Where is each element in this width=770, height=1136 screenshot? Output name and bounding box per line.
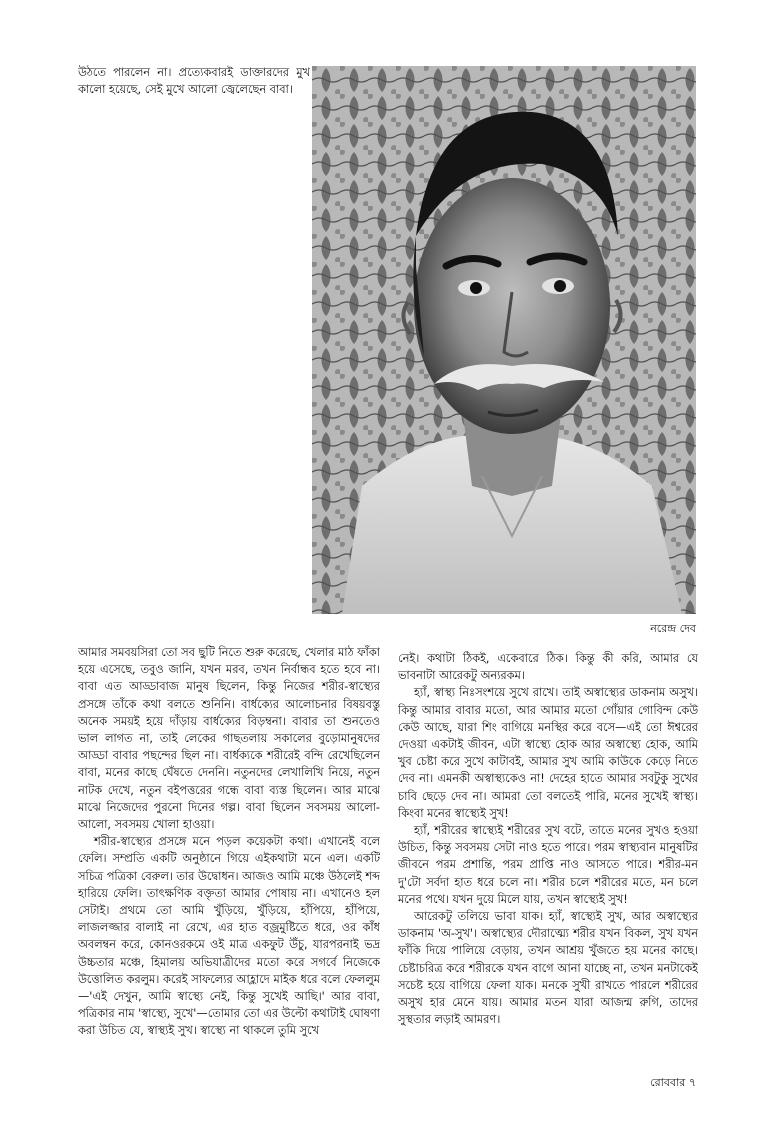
left-column-top [78,64,310,644]
page-footer: রোববার ৭ [650,1076,696,1089]
portrait-illustration [312,66,696,614]
paragraph: হ্যাঁ, শরীরের স্বাস্থ্যেই শরীরের সুখ বটে, তাতে মনের সুখও হওয়া উচিত, কিন্তু সবসময় সেটা নাও হতে পারে। পরম স্বাস্থ্যবান মানুষটির জীবনে পরম প্রশান্তি, পরম প্রাপ্তি নাও আসতে পারে। শরীর-মন দু'টো সর্বদা হাত ধরে চলে না। শরীর চলে শরীরের মতে, মন চলে মনের পথে। যখন দুয়ে মিলে যায়, তখন স্বাস্থ্যেই সুখ! [398,824,698,906]
paragraph: হ্যাঁ, স্বাস্থ্য নিঃসংশয়ে সুখে রাখে। তাই অস্বাস্থ্যের ডাকনাম অসুখ। কিন্তু আমার বাবার মতো, আর আমার মতো গোঁয়ার গোবিন্দ কেউ কেউ আছে, যারা শিং বাগিয়ে মনস্থির করে বসে—এই তো ঈশ্বরের দেওয়া একটাই জীবন, এটা স্বাস্থ্যে হোক আর অস্বাস্থ্যে হোক, আমি খুব চেষ্টা করে সুখে কাটাবই, আমার সুখ আমি কাউকে কেড়ে নিতে দেব না। এমনকী অস্বাস্থ্যকেও না! দেহের হাতে আমার সবটুকু সুখের চাবি ছেড়ে দেব না। আমরা তো বলতেই পারি, মনের সুখেই স্বাস্থ্য। কিংবা মনের স্বাস্থ্যেই সুখ! [398,686,698,820]
paragraph: নেই। কথাটা ঠিকই, একেবারে ঠিক। কিন্তু কী করি, আমার যে ভাবনাটা আরেকটু অন্যরকম। [398,652,698,683]
paragraph: আরেকটু তলিয়ে ভাবা যাক। হ্যাঁ, স্বাস্থ্যেই সুখ, আর অস্বাস্থ্যের ডাকনাম 'অ-সুখ'। অস্বাস্থ্যের দৌরাত্ম্যে শরীর যখন বিকল, সুখ যখন ফাঁকি দিয়ে পালিয়ে বেড়ায়, তখন আশ্রয় খুঁজতে হয় মনের কাছে। চেষ্টাচরিত্র করে শরীরকে যখন বাগে আনা যাচ্ছে না, তখন মনটাকেই সচেষ্ট হয়ে বাগিয়ে ফেলা যাক। মনকে সুখী রাখতে পারলে শরীরের অসুখ হার মেনে যায়। আমার মতন যারা আজন্ম রুগি, তাদের সুস্থতার লড়াই আমরণ। [398,910,698,1027]
portrait-photo [312,66,696,614]
paragraph: উঠতে পারলেন না। প্রত্যেকবারই ডাক্তারদের মুখ কালো হয়েছে, সেই মুখে আলো জ্বেলেছেন বাবা। [78,66,310,97]
paragraph: আমার সমবয়সিরা তো সব ছুটি নিতে শুরু করেছে, খেলার মাঠ ফাঁকা হয়ে এসেছে, তবুও জানি, যখন মরব, তখন নির্বান্ধব হতে হবে না। বাবা এত আড্ডাবাজ মানুষ ছিলেন, কিন্তু নিজের শরীর-স্বাস্থ্যের প্রসঙ্গে তাঁকে কথা বলতে শুনিনি। বার্ধক্যের আলোচনার বিষয়বস্তু অনেক সময়ই হয়ে দাঁড়ায় বার্ধক্যের বিড়ম্বনা। বাবার তা শুনতেও ভাল লাগত না, তাই লেকের গাছতলায় সকালের বুড়োমানুষদের আড্ডা বাবার পছন্দের ছিল না। বার্ধক্যকে শরীরেই বন্দি রেখেছিলেন বাবা, মনের কাছে ঘেঁষতে দেননি। নতুনদের লেখালিখি নিয়ে, নতুন নাটক দেখে, নতুন বইপত্তরের গন্ধে বাবা ব্যস্ত ছিলেন। আর মাঝে মাঝে নিজেদের পুরনো দিনের গল্প। বাবা ছিলেন সবসময় আলো-আলো, সবসময় খোলা হাওয়া। [78,646,380,832]
paragraph: শরীর-স্বাস্থ্যের প্রসঙ্গে মনে পড়ল কয়েকটা কথা। এখানেই বলে ফেলি। সম্প্রতি একটি অনুষ্ঠানে গিয়ে এইকথাটা মনে এল। একটি সচিত্র পত্রিকা বেরুল। তার উদ্বোধন। আজও আমি মঞ্চে উঠলেই শব্দ হারিয়ে ফেলি। তাৎক্ষণিক বক্তৃতা আমার পোষায় না। এখানেও হল সেটাই। প্রথমে তো আমি খুঁড়িয়ে, খুঁড়িয়ে, হাঁপিয়ে, হাঁপিয়ে, লাজলজ্জার বালাই না রেখে, এর হাত বজ্রমুষ্টিতে ধরে, ওর কাঁধ অবলম্বন করে, কোনওরকমে ওই মাত্র একফুট উঁচু, যারপরনাই ভদ্র উচ্চতার মঞ্চে, হিমালয় অভিযাত্রীদের মতো করে সগর্বে নিজেকে উত্তোলিত করলুম। করেই সাফল্যের আহ্লাদে মাইক ধরে বলে ফেললুম—'এই দেখুন, আমি স্বাস্থ্যে নেই, কিন্তু সুখেই আছি।' আর বাবা, পত্রিকার নাম 'স্বাস্থ্যে, সুখে'—তোমার তো এর উল্টো কথাটাই ঘোষণা করা উচিত যে, স্বাস্থ্যই সুখ। স্বাস্থ্যে না থাকলে তুমি সুখে [78,835,380,1038]
right-column-bottom [398,650,698,1070]
photo-caption: নরেন্দ্র দেব [650,622,696,635]
left-column-bottom [78,644,380,1070]
